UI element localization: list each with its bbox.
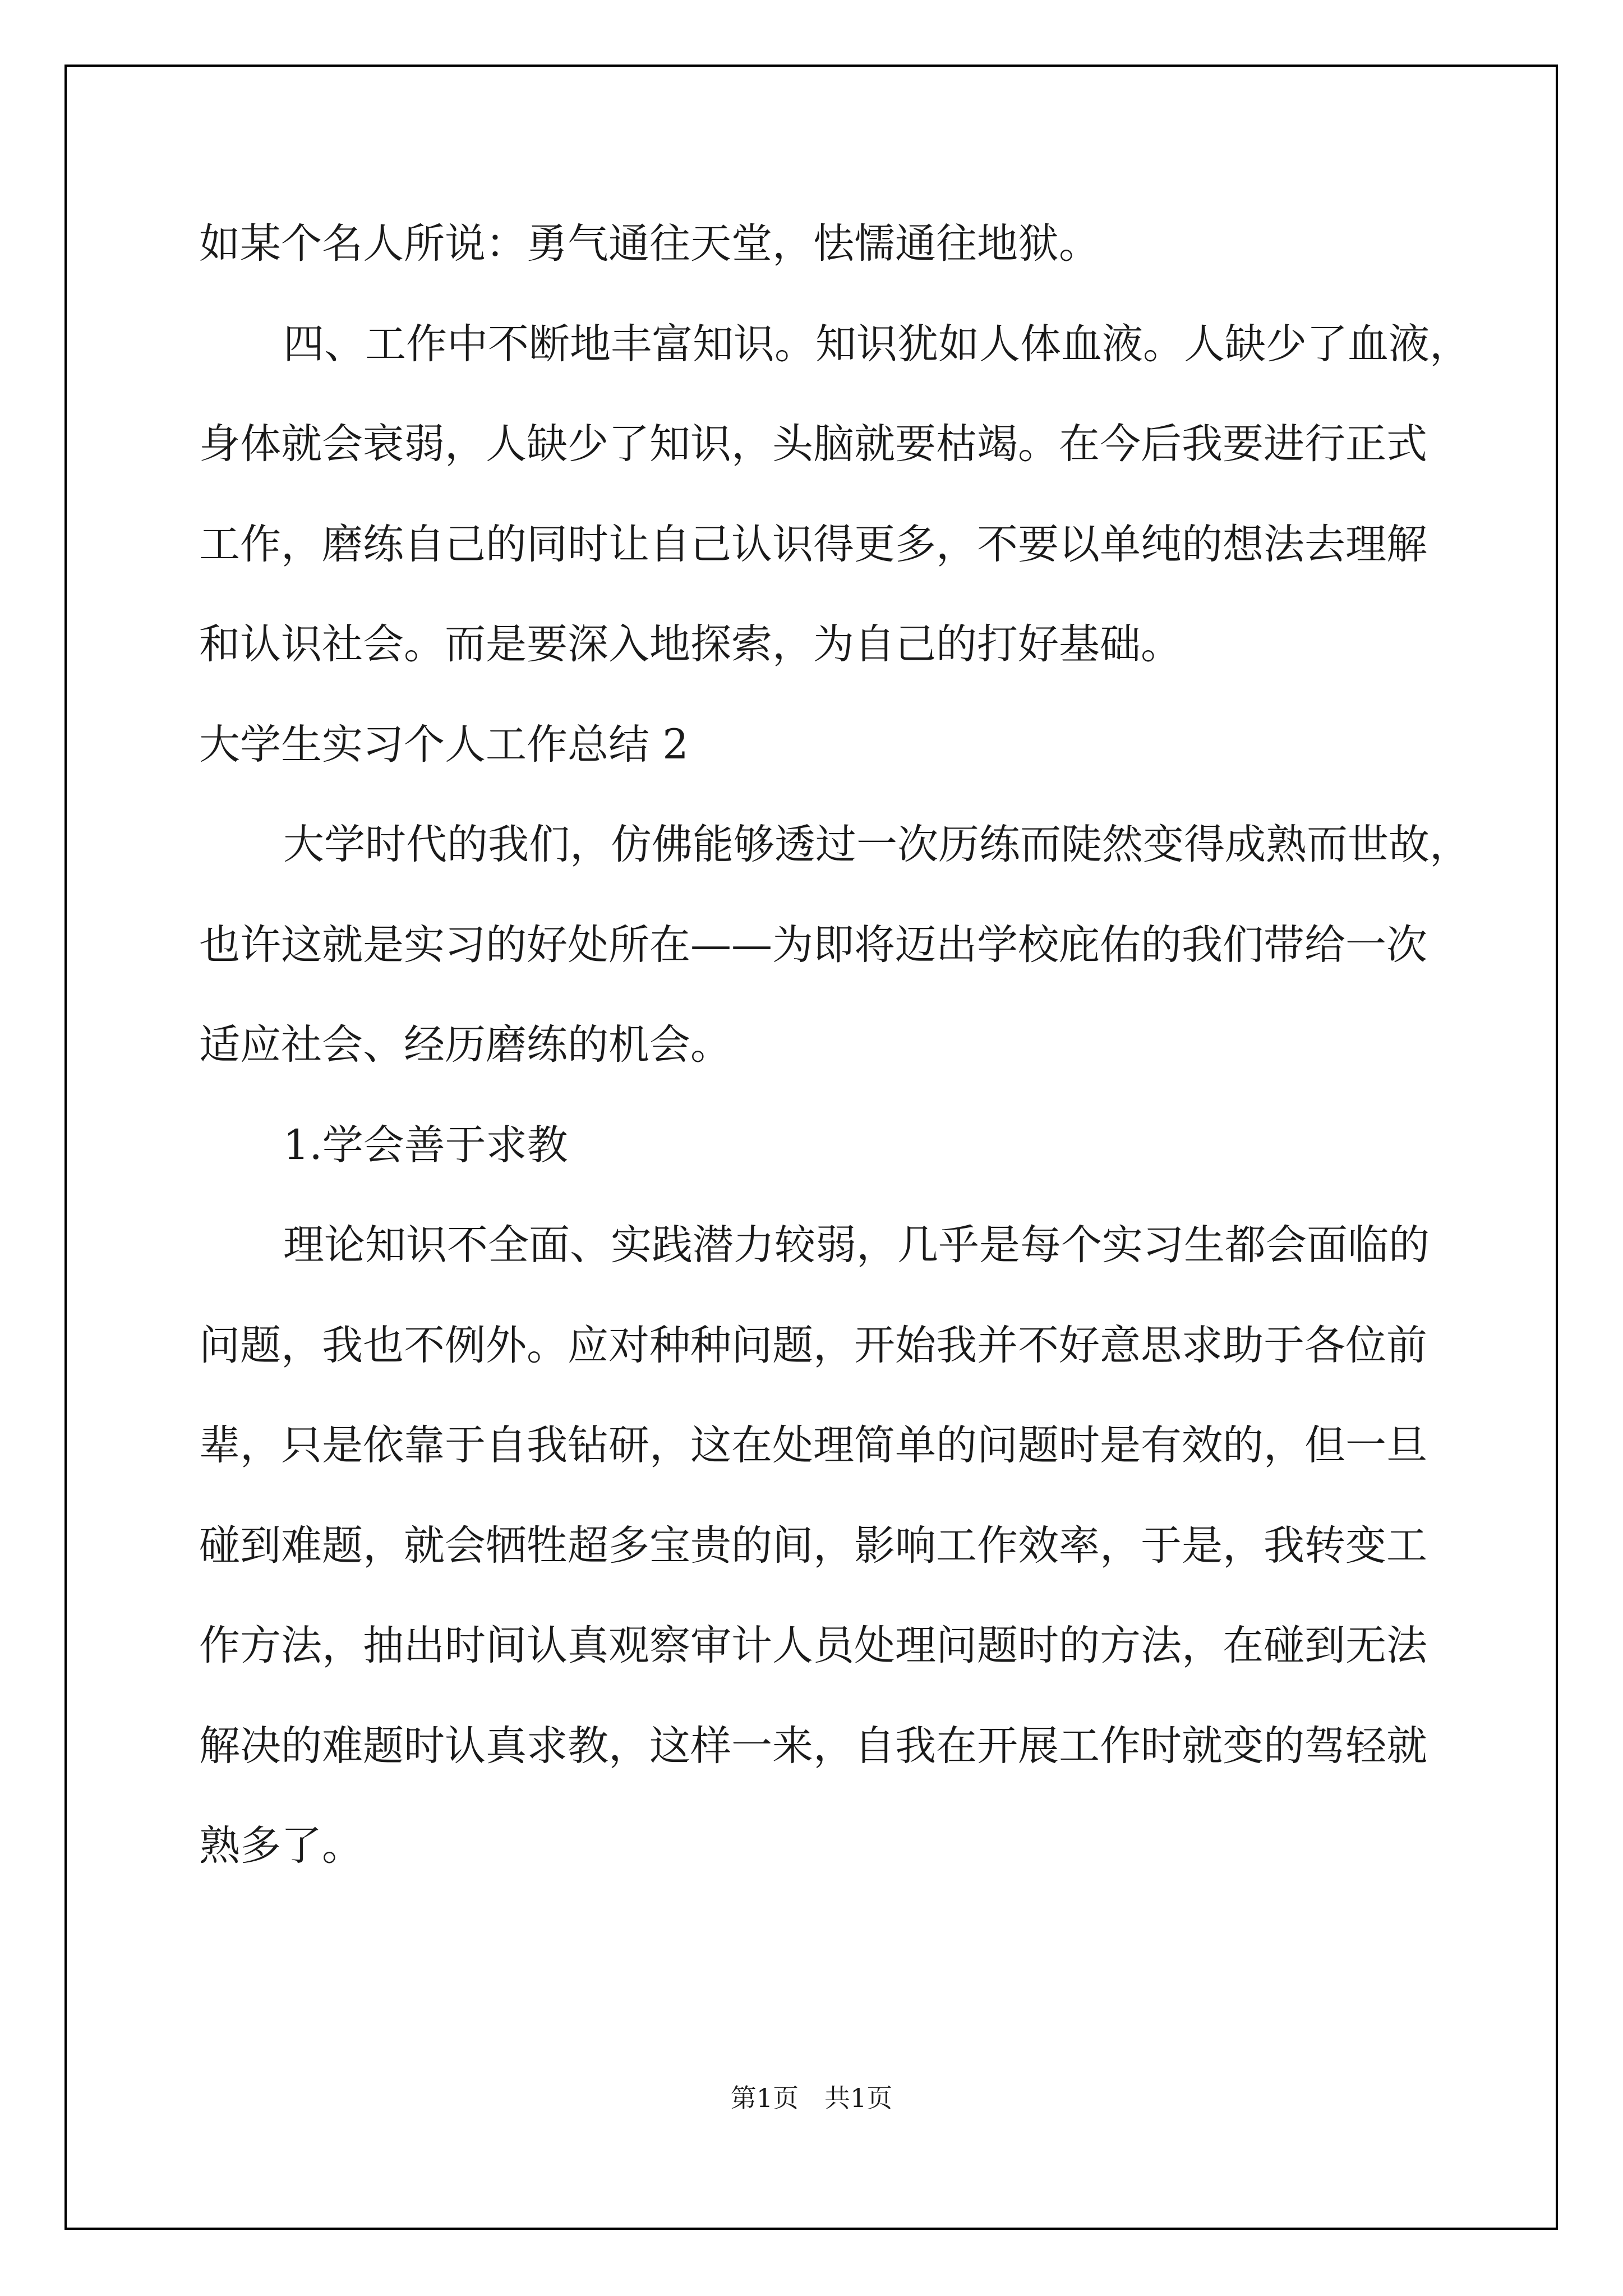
text-line: 适应社会、经历磨练的机会。 [199,1021,731,1069]
text-line: 四、工作中不断地丰富知识。知识犹如人体血液。人缺少了血液， [283,320,1470,368]
section-heading: 大学生实习个人工作总结 2 [199,721,689,769]
text-line: 工作，磨练自己的同时让自己认识得更多，不要以单纯的想法去理解 [199,521,1427,568]
text-line: 如某个名人所说：勇气通往天堂，怯懦通往地狱。 [199,220,1100,268]
text-line: 碰到难题，就会牺牲超多宝贵的间，影响工作效率，于是，我转变工 [199,1522,1427,1570]
text-line: 解决的难题时认真求教，这样一来，自我在开展工作时就变的驾轻就 [199,1722,1427,1770]
text-line: 熟多了。 [199,1822,363,1870]
subheading: 1.学会善于求教 [283,1121,568,1169]
text-line: 大学时代的我们，仿佛能够透过一次历练而陡然变得成熟而世故， [283,821,1470,868]
text-line: 理论知识不全面、实践潜力较弱，几乎是每个实习生都会面临的 [283,1221,1430,1269]
text-line: 身体就会衰弱，人缺少了知识，头脑就要枯竭。在今后我要进行正式 [199,420,1427,468]
text-line: 也许这就是实习的好处所在——为即将迈出学校庇佑的我们带给一次 [199,921,1427,969]
text-line: 辈，只是依靠于自我钻研，这在处理简单的问题时是有效的，但一旦 [199,1421,1427,1469]
text-line: 作方法，抽出时间认真观察审计人员处理问题时的方法，在碰到无法 [199,1622,1427,1669]
text-line: 和认识社会。而是要深入地探索，为自己的打好基础。 [199,620,1182,668]
text-line: 问题，我也不例外。应对种种问题，开始我并不好意思求助于各位前 [199,1322,1427,1369]
page-footer: 第1页 共1页 [730,2083,893,2113]
